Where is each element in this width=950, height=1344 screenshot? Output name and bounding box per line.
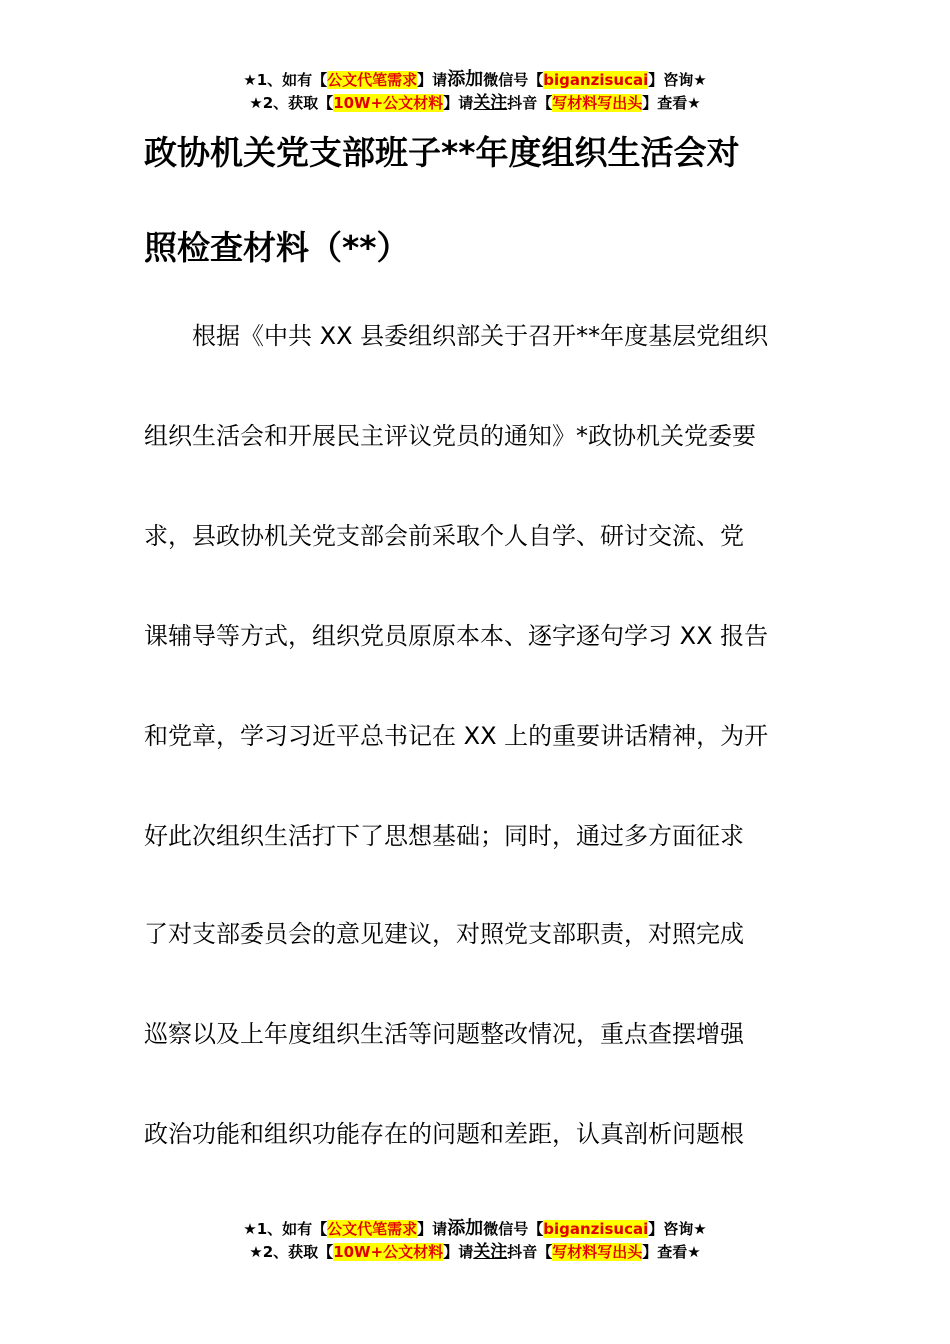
promo-text: 抖音【 [507, 1243, 553, 1261]
promo-highlight-service: 公文代笔需求 [327, 71, 418, 89]
promo-text: 】请 [443, 94, 474, 112]
body-line: 了对支部委员会的意见建议，对照党支部职责，对照完成 [144, 920, 744, 948]
document-title-line-1: 政协机关党支部班子**年度组织生活会对 [144, 133, 740, 172]
promo-line-1 [0, 68, 950, 92]
body-line: 政治功能和组织功能存在的问题和差距，认真剖析问题根 [144, 1120, 744, 1148]
footer-promo-banner [0, 1217, 950, 1264]
body-line: 求，县政协机关党支部会前采取个人自学、研讨交流、党 [144, 522, 744, 550]
promo-text: ★2、获取【 [249, 1243, 334, 1261]
promo-text: 微信号【 [483, 71, 544, 89]
body-line: 和党章，学习习近平总书记在 XX 上的重要讲话精神，为开 [144, 722, 769, 750]
promo-line-2 [0, 1241, 950, 1264]
promo-text: ★2、获取【 [249, 94, 334, 112]
promo-highlight-materials: 10W+公文材料 [333, 1243, 444, 1261]
promo-emphasis: 关注 [473, 1242, 508, 1262]
document-title-line-2: 照检查材料（**） [144, 228, 410, 267]
promo-text: 】请 [417, 1220, 448, 1238]
promo-text: ★1、如有【 [243, 71, 328, 89]
promo-line-1 [0, 1217, 950, 1241]
promo-highlight-materials: 10W+公文材料 [333, 94, 444, 112]
promo-emphasis: 添加 [447, 1218, 484, 1239]
promo-text: 抖音【 [507, 94, 553, 112]
promo-highlight-wechat-id: biganzisucai [543, 71, 649, 89]
body-line: 根据《中共 XX 县委组织部关于召开**年度基层党组织 [144, 322, 769, 350]
header-promo-banner [0, 68, 950, 115]
promo-text: 】咨询★ [648, 1220, 707, 1238]
promo-highlight-service: 公文代笔需求 [327, 1220, 418, 1238]
body-line: 好此次组织生活打下了思想基础；同时，通过多方面征求 [144, 822, 744, 850]
promo-emphasis: 关注 [473, 93, 508, 113]
promo-text: 】查看★ [642, 1243, 701, 1261]
promo-highlight-douyin: 写材料写出头 [552, 94, 643, 112]
promo-text: 】咨询★ [648, 71, 707, 89]
promo-text: 】请 [417, 71, 448, 89]
promo-text: 】请 [443, 1243, 474, 1261]
promo-highlight-douyin: 写材料写出头 [552, 1243, 643, 1261]
promo-emphasis: 添加 [447, 69, 484, 90]
body-line: 巡察以及上年度组织生活等问题整改情况，重点查摆增强 [144, 1020, 744, 1048]
promo-text: 】查看★ [642, 94, 701, 112]
promo-line-2 [0, 92, 950, 115]
promo-text: 微信号【 [483, 1220, 544, 1238]
body-line: 组织生活会和开展民主评议党员的通知》*政协机关党委要 [144, 422, 756, 450]
promo-text: ★1、如有【 [243, 1220, 328, 1238]
promo-highlight-wechat-id: biganzisucai [543, 1220, 649, 1238]
body-line: 课辅导等方式，组织党员原原本本、逐字逐句学习 XX 报告 [144, 622, 769, 650]
